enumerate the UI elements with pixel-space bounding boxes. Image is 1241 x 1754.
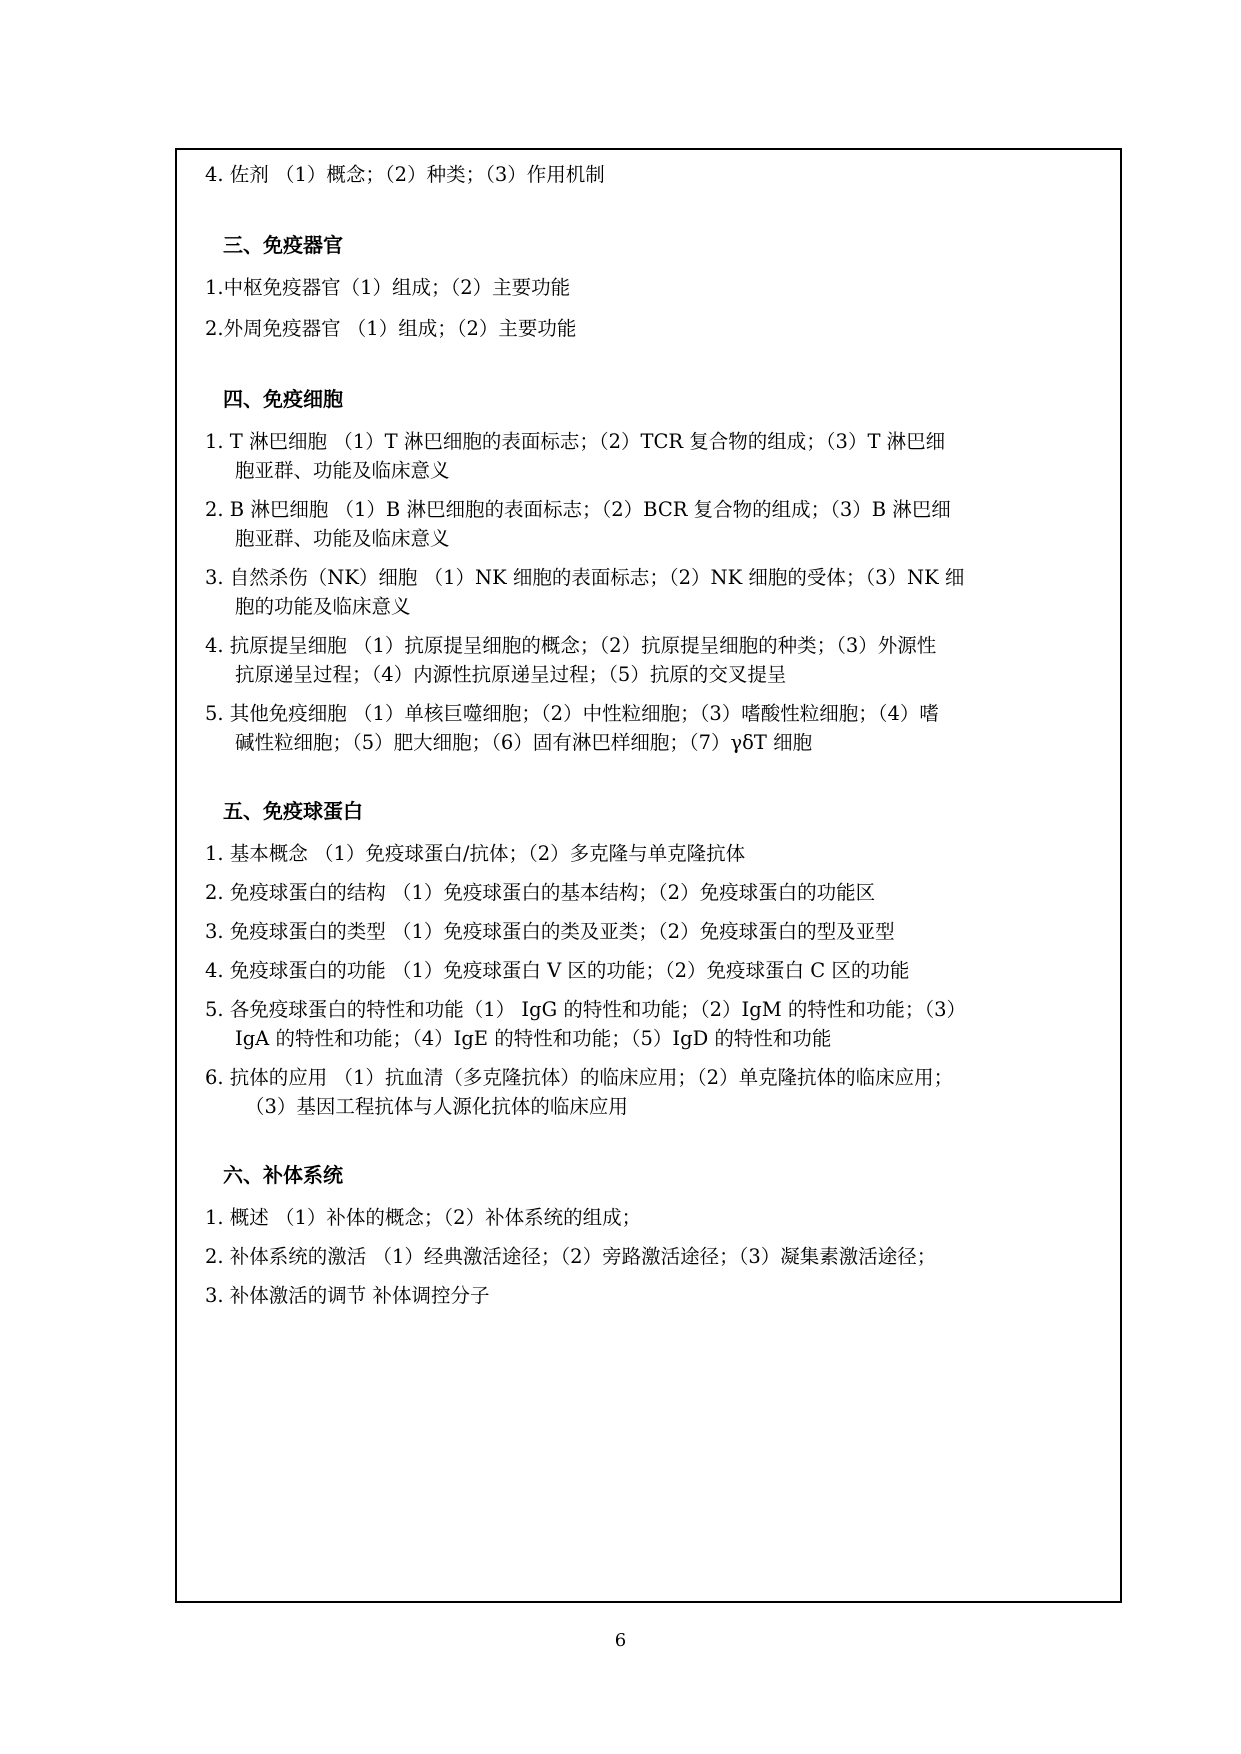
spacer xyxy=(205,767,1085,779)
item-text: 2. 免疫球蛋白的结构 （1）免疫球蛋白的基本结构；（2）免疫球蛋白的功能区 xyxy=(205,881,876,904)
list-item-nk-cell xyxy=(205,563,1085,621)
list-item-b-lymphocyte xyxy=(205,495,1085,553)
item-text-line2: 胞亚群、功能及临床意义 xyxy=(235,527,450,550)
item-text: 2. 补体系统的激活 （1）经典激活途径；（2）旁路激活途径；（3）凝集素激活途径； xyxy=(205,1245,937,1268)
item-text: 3. 免疫球蛋白的类型 （1）免疫球蛋白的类及亚类；（2）免疫球蛋白的型及亚型 xyxy=(205,920,895,943)
item-text-line2: 胞的功能及临床意义 xyxy=(235,595,411,618)
item-text-line1: 2. B 淋巴细胞 （1）B 淋巴细胞的表面标志；（2）BCR 复合物的组成；（3）B 淋巴细 xyxy=(205,498,951,521)
item-text: 1. 概述 （1）补体的概念；（2）补体系统的组成； xyxy=(205,1206,642,1229)
item-text: 1.中枢免疫器官（1）组成；（2）主要功能 xyxy=(205,276,571,299)
item-text-line1: 5. 各免疫球蛋白的特性和功能（1） IgG 的特性和功能；（2）IgM 的特性和功能；（3） xyxy=(205,998,967,1021)
spacer xyxy=(205,355,1085,367)
list-item-peripheral-immune-organ xyxy=(205,314,1085,343)
heading-text: 五、免疫球蛋白 xyxy=(223,799,363,823)
item-text: 4. 免疫球蛋白的功能 （1）免疫球蛋白 V 区的功能；（2）免疫球蛋白 C 区的功能 xyxy=(205,959,910,982)
item-text-line2: 胞亚群、功能及临床意义 xyxy=(235,459,450,482)
item-text-line1: 1. T 淋巴细胞 （1）T 淋巴细胞的表面标志；（2）TCR 复合物的组成；（3）T 淋巴细 xyxy=(205,430,946,453)
item-text: 2.外周免疫器官 （1）组成；（2）主要功能 xyxy=(205,317,577,340)
list-item-antigen-presenting-cell xyxy=(205,631,1085,689)
item-text: 1. 基本概念 （1）免疫球蛋白/抗体；（2）多克隆与单克隆抗体 xyxy=(205,842,746,865)
item-text-line2: （3）基因工程抗体与人源化抗体的临床应用 xyxy=(245,1095,628,1118)
item-text-line2: 抗原递呈过程；（4）内源性抗原递呈过程；（5）抗原的交叉提呈 xyxy=(235,663,787,686)
section-heading-immune-organs xyxy=(223,231,1085,259)
list-item-adjuvant xyxy=(205,160,1085,189)
heading-text: 三、免疫器官 xyxy=(223,233,343,257)
item-text-line2: 碱性粒细胞；（5）肥大细胞；（6）固有淋巴样细胞；（7）γδT 细胞 xyxy=(235,731,813,754)
list-item-ig-functions xyxy=(205,956,1085,985)
item-text: 4. 佐剂 （1）概念；（2）种类；（3）作用机制 xyxy=(205,163,605,186)
list-item-complement-overview xyxy=(205,1203,1085,1232)
item-text-line1: 5. 其他免疫细胞 （1）单核巨噬细胞；（2）中性粒细胞；（3）嗜酸性粒细胞；（4）嗜 xyxy=(205,702,939,725)
list-item-other-immune-cells xyxy=(205,699,1085,757)
list-item-t-lymphocyte xyxy=(205,427,1085,485)
list-item-complement-regulation xyxy=(205,1281,1085,1310)
spacer xyxy=(205,201,1085,213)
heading-text: 四、免疫细胞 xyxy=(223,387,343,411)
item-text-line1: 3. 自然杀伤（NK）细胞 （1）NK 细胞的表面标志；（2）NK 细胞的受体；（3）NK 细 xyxy=(205,566,965,589)
content-frame-border xyxy=(175,148,1122,1603)
document-content xyxy=(205,160,1085,1320)
list-item-ig-types xyxy=(205,917,1085,946)
section-heading-immune-cells xyxy=(223,385,1085,413)
item-text: 3. 补体激活的调节 补体调控分子 xyxy=(205,1284,490,1307)
spacer xyxy=(205,1131,1085,1143)
section-heading-complement-system xyxy=(223,1161,1085,1189)
section-heading-immunoglobulin xyxy=(223,797,1085,825)
heading-text: 六、补体系统 xyxy=(223,1163,343,1187)
list-item-ig-structure xyxy=(205,878,1085,907)
list-item-complement-activation xyxy=(205,1242,1085,1271)
list-item-central-immune-organ xyxy=(205,273,1085,302)
list-item-ig-basic-concept xyxy=(205,839,1085,868)
list-item-antibody-application xyxy=(205,1063,1085,1121)
list-item-ig-each-properties xyxy=(205,995,1085,1053)
item-text-line2: IgA 的特性和功能；（4）IgE 的特性和功能；（5）IgD 的特性和功能 xyxy=(235,1027,832,1050)
item-text-line1: 6. 抗体的应用 （1）抗血清（多克隆抗体）的临床应用；（2）单克隆抗体的临床应用； xyxy=(205,1066,954,1089)
item-text-line1: 4. 抗原提呈细胞 （1）抗原提呈细胞的概念；（2）抗原提呈细胞的种类；（3）外源性 xyxy=(205,634,937,657)
page-number: 6 xyxy=(614,1630,627,1651)
